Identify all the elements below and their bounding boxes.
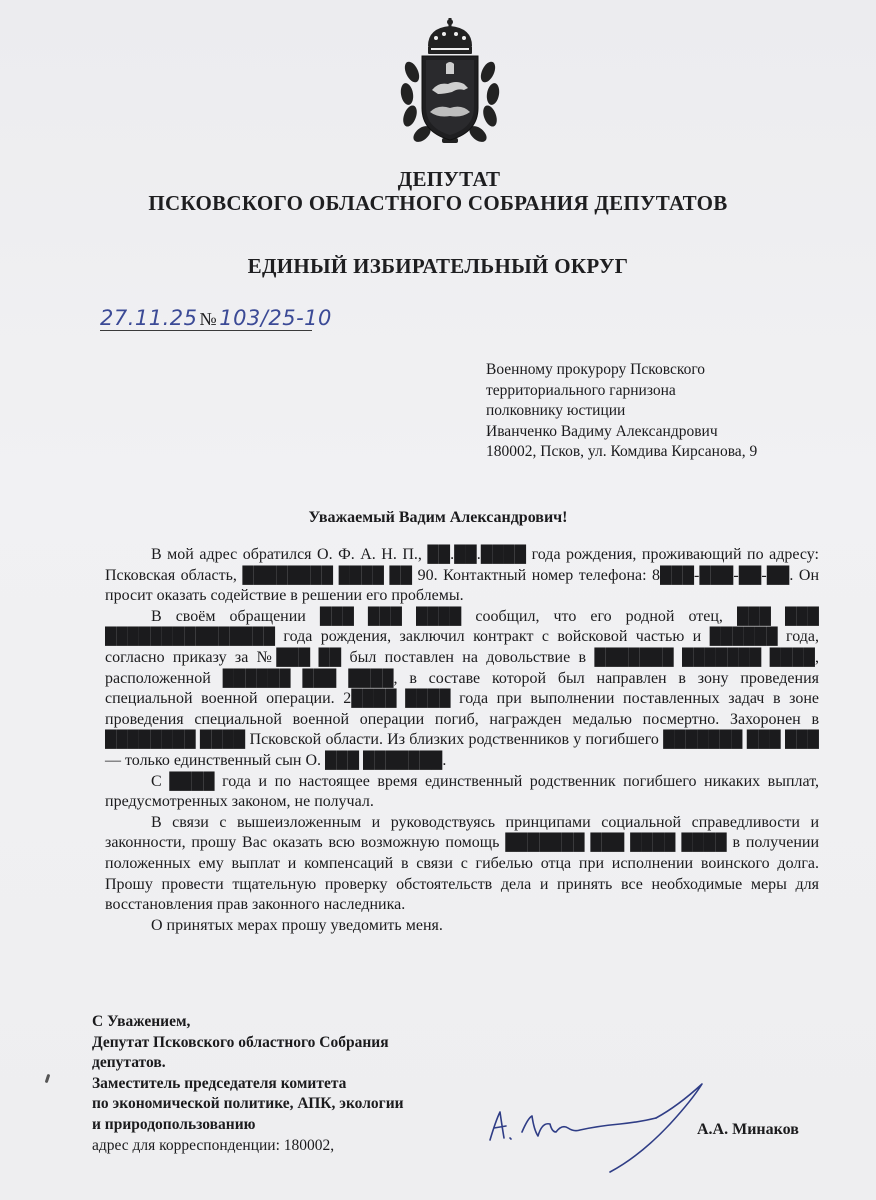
recipient-line: территориального гарнизона [486, 381, 676, 399]
outgoing-reg-number: 103/25-10 [219, 306, 332, 330]
closing-committee-line: и природопользованию [92, 1115, 256, 1133]
letterhead-organization: ПСКОВСКОГО ОБЛАСТНОГО СОБРАНИЯ ДЕПУТАТОВ [148, 191, 728, 215]
closing-block [92, 1012, 472, 1156]
signatory-name: А.А. Минаков [697, 1121, 799, 1138]
body-paragraph: С ████ года и по настоящее время единственный родственник погибшего никаких выплат, предусмотренных законом, не получал. [105, 772, 819, 811]
recipient-line: Военному прокурору Псковского [486, 361, 706, 378]
salutation: Уважаемый Вадим Александрович! [308, 509, 568, 526]
recipient-line: Иванченко Вадиму Александрович [486, 422, 718, 440]
margin-mark [45, 1074, 51, 1083]
body-paragraph: В мой адрес обратился О. Ф. А. Н. П., ██.██.████ года рождения, проживающий по адресу: Псковская область, ████████ ████ ██ 90. Контактный номер телефона: 8███-███-██-██. Он просит оказать содействие в решении его проблемы. [105, 546, 819, 605]
outgoing-number [100, 306, 332, 330]
closing-position-line: депутатов. [92, 1054, 166, 1072]
recipient-block [486, 360, 846, 463]
body-paragraph: О принятых мерах прошу уведомить меня. [151, 916, 443, 934]
letter-body [105, 545, 819, 936]
closing-committee-line: по экономической политике, АПК, экологии [92, 1095, 404, 1113]
recipient-line: полковнику юстиции [486, 402, 626, 420]
number-sign: № [199, 309, 218, 329]
closing-committee-line: Заместитель председателя комитета [92, 1074, 347, 1092]
closing-position-line: Депутат Псковского областного Собрания [92, 1033, 389, 1051]
body-paragraph: В своём обращении ███ ███ ████ сообщил, что его родной отец, ███ ███ ███████████████ года рождения, заключил контракт с войсковой частью и ██████ года, согласно приказу за №███ ██ был поставлен на довольствие в ███████ ███████ ████, расположенной ██████ ███ ████, в составе которой был направлен в зону проведения специальной военной операции. 2████ ████ года при выполнении поставленных задач в зоне проведения специальной военной операции погиб, награжден медалью посмертно. Захоронен в ████████ ████ Псковской области. Из близких родственников у погибшего ███████ ███ ███ — только единственный сын О. ███ ███████. [105, 607, 819, 769]
body-paragraph: В связи с вышеизложенным и руководствуясь принципами социальной справедливости и законности, прошу Вас оказать всю возможную помощь ███████ ███ ████ ████ в получении положенных ему выплат и компенсаций в связи с гибелью отца при исполнении воинского долга. Прошу провести тщательную проверку обстоятельств дела и принять все необходимые меры для восстановления прав законного наследника. [105, 813, 819, 914]
pskov-coat-of-arms-icon [398, 16, 502, 148]
outgoing-date: 27.11.25 [100, 306, 198, 330]
handwritten-signature-icon [480, 1060, 720, 1180]
letterhead-district: ЕДИНЫЙ ИЗБИРАТЕЛЬНЫЙ ОКРУГ [247, 254, 629, 278]
outgoing-underline [100, 330, 312, 331]
closing-regards: С Уважением, [92, 1013, 191, 1030]
recipient-line: 180002, Псков, ул. Комдива Кирсанова, 9 [486, 443, 758, 461]
closing-address: адрес для корреспонденции: 180002, [92, 1136, 335, 1154]
letterhead-title: ДЕПУТАТ [397, 167, 501, 191]
